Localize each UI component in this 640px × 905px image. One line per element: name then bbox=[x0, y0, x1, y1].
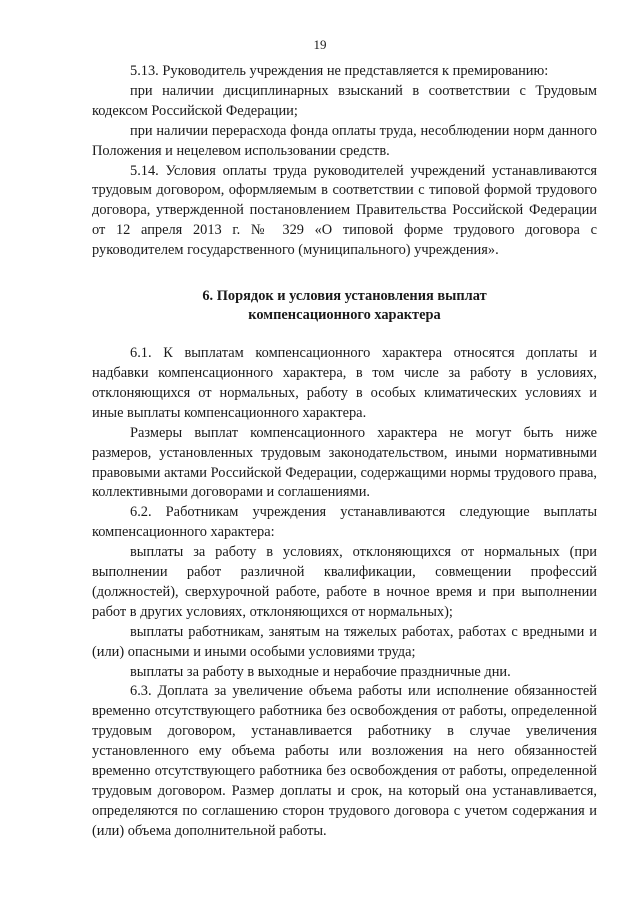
paragraph-5-13: 5.13. Руководитель учреждения не представляется к премированию: bbox=[130, 63, 549, 79]
paragraph-6-1: 6.1. К выплатам компенсационного характера относятся доплаты и надбавки компенсационного характера, в том числе за работу в условиях, отклоняющихся от нормальных, работу в особых климатических условиях и иные выплаты компенсационного характера. bbox=[92, 345, 597, 421]
paragraph-5-14: 5.14. Условия оплаты труда руководителей учреждений устанавливаются трудовым договором, оформляемым в соответствии с типовой формой трудового договора, утвержденной постановлением Правительства Российской Федерации от 12 апреля 2013 г. № 329 «О типовой форме трудового договора с руководителем государственного (муниципального) учреждения». bbox=[92, 162, 597, 259]
paragraph-6-2-item-2: выплаты работникам, занятым на тяжелых работах, работах с вредными и (или) опасными и иными особыми условиями труда; bbox=[92, 623, 597, 660]
paragraph-5-13-item-2: при наличии перерасхода фонда оплаты труда, несоблюдении норм данного Положения и нецелевом использовании средств. bbox=[92, 122, 597, 159]
paragraph-5-13-item-1: при наличии дисциплинарных взысканий в соответствии с Трудовым кодексом Российской Федерации; bbox=[92, 82, 597, 119]
page-content bbox=[92, 62, 597, 842]
page-number: 19 bbox=[313, 37, 327, 52]
paragraph-6-2-item-3: выплаты за работу в выходные и нерабочие праздничные дни. bbox=[130, 663, 511, 680]
section-6-heading-line-1: 6. Порядок и условия установления выплат bbox=[202, 288, 487, 305]
section-6-heading-line-2: компенсационного характера bbox=[248, 306, 441, 323]
paragraph-6-1-sizes: Размеры выплат компенсационного характера не могут быть ниже размеров, установленных трудовым законодательством, иными нормативными правовыми актами Российской Федерации, содержащими нормы трудового права, коллективными договорами и соглашениями. bbox=[92, 424, 597, 501]
paragraph-6-2-item-1: выплаты за работу в условиях, отклоняющихся от нормальных (при выполнении работ различной квалификации, совмещении профессий (должностей), сверхурочной работе, работе в ночное время и при выполнении работ в других условиях, отклоняющихся от нормальных); bbox=[92, 544, 597, 620]
section-6-heading bbox=[92, 287, 597, 324]
paragraph-6-3: 6.3. Доплата за увеличение объема работы или исполнение обязанностей временно отсутствующего работника без освобождения от работы, определенной трудовым договором, устанавливается работнику в случае увеличения установленного ему объема работы или возложения на него обязанностей временно отсутствующего работника без освобождения от работы, определенной трудовым договором. Размер доплаты и срок, на который она устанавливается, определяются по соглашению сторон трудового договора с учетом содержания и (или) объема дополнительной работы. bbox=[92, 683, 597, 839]
paragraph-6-2: 6.2. Работникам учреждения устанавливаются следующие выплаты компенсационного характера: bbox=[92, 504, 597, 541]
